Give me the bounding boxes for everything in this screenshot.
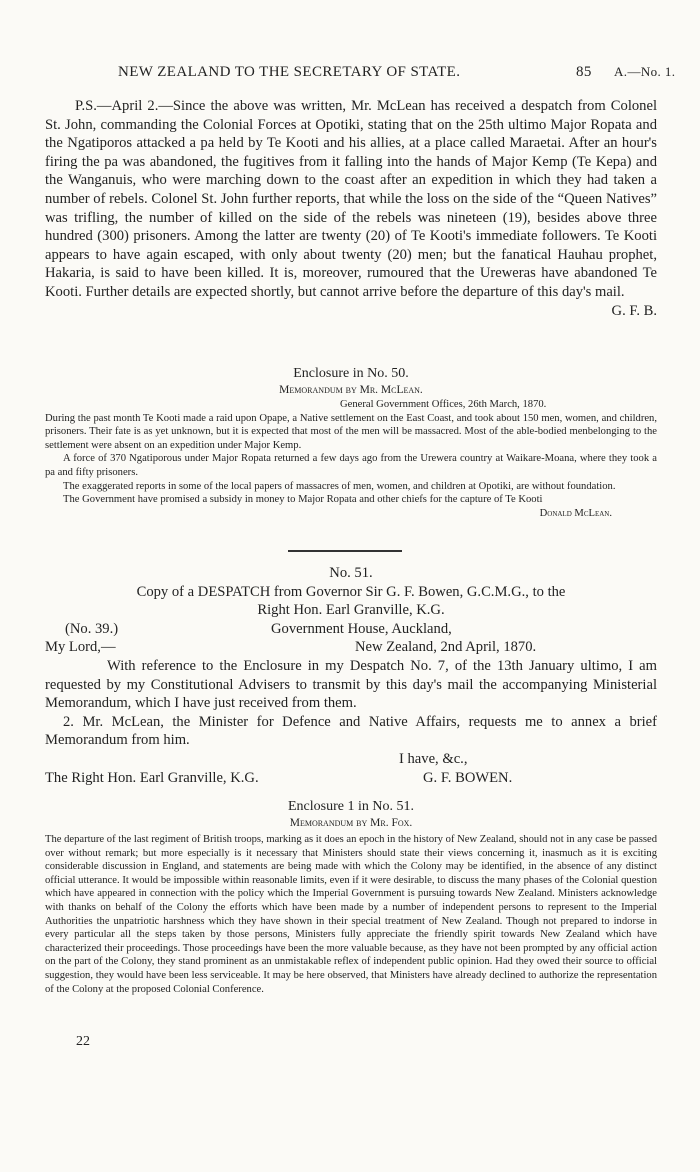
despatch-title-line2: Right Hon. Earl Granville, K.G. — [257, 602, 445, 619]
document-reference: A.—No. 1. — [614, 64, 676, 79]
enclosure-1-51 — [45, 797, 657, 996]
despatch-number: No. 51. — [329, 565, 373, 581]
enclosure-51-heading: Enclosure 1 in No. 51. — [288, 799, 414, 814]
enclosure-51-memo-title: Memorandum by Mr. Fox. — [289, 817, 413, 829]
despatch-address-row — [45, 620, 657, 639]
address-line1: Government House, Auckland, — [271, 620, 452, 637]
address-line2: New Zealand, 2nd April, 1870. — [355, 639, 537, 656]
enclosure-50-paragraph: During the past month Te Kooti made a raid upon Opape, a Native settlement on the East Coast, and took about 150 men, women, and children, prisoners. Their fate is as yet unknown, but it is expected that most of the men will be massacred. Most of the able-bodied menbelonging to the settlement were absent on an expedition under Major Kemp. — [45, 412, 657, 451]
despatch-salutation-row — [45, 638, 657, 657]
running-title: NEW ZEALAND TO THE SECRETARY OF STATE. — [118, 64, 461, 80]
signature-mark: 22 — [76, 1034, 90, 1049]
enclosure-50-paragraph: A force of 370 Ngatiporous under Major Ropata returned a few days ago from the Urewera country at Waikare-Moana, where they took a pa and fifty prisoners. — [45, 453, 657, 478]
despatch-signature: G. F. BOWEN. — [423, 769, 513, 786]
despatch-title-line1: Copy of a DESPATCH from Governor Sir G. F. Bowen, G.C.M.G., to the — [136, 583, 566, 600]
despatch-recipient: The Right Hon. Earl Granville, K.G. — [45, 769, 259, 786]
enclosure-51-paragraph: The departure of the last regiment of British troops, marking as it does an epoch in the history of New Zealand, should not in any case be passed over without remark; but more especially is it necessary that Ministers should state their views concerning it, inasmuch as it is exciting considerable discussion in England, and statements are being made with which the Colony may be identified, in the absence of any distinct official utterance. It would be impossible within reasonable limits, even if it were desirable, to discuss the many phases of the Colonial question which have appeared in connection with the policy which the Imperial Government is pursuing towards New Zealand. Ministers acknowledge with thanks on behalf of the Colony the efforts which have been made by a number of independent persons to represent to the Imperial Authorities the unpatriotic harshness which they have shown in their special treatment of New Zealand. Though not prepared to indorse in every particular all the steps taken by those persons, Ministers fully appreciate the friendly spirit towards New Zealand which have characterized their proceedings. Those proceedings have been the more valuable because, as they have not been prompted by any official action on the part of the Colony, they stand prominent as an unmistakable reflex of independent public opinion. Had they owed their source to official suggestion, they would have been less serviceable. It may be here observed, that Ministers have already declined to authorize the representation of the Colony at the proposed Colonial Conference. — [45, 834, 657, 995]
enclosure-50-signature: Donald McLean. — [539, 507, 612, 519]
despatch-serial: (No. 39.) — [65, 620, 119, 637]
postscript-signature: G. F. B. — [611, 302, 657, 319]
page-number: 85 — [576, 64, 592, 80]
section-divider — [288, 550, 402, 552]
enclosure-50-memo-title: Memorandum by Mr. McLean. — [279, 384, 423, 396]
enclosure-50-heading: Enclosure in No. 50. — [293, 366, 409, 381]
postscript-paragraph: P.S.—April 2.—Since the above was written, Mr. McLean has received a despatch from Colonel St. John, commanding the Colonial Forces at Opotiki, stating that on the 25th ultimo Major Ropata and the Ngatiporos attacked a pa held by Te Kooti and his allies, at a place called Maraetai. After an hour's firing the pa was abandoned, the fugitives from it falling into the hands of Major Kemp (Te Kepa) and the Wanganuis, who were marching down to the coast after an expedition in which they had taken a number of rebels. Colonel St. John further reports, that while the loss on the side of the “Queen Natives” was trifling, the number of killed on the side of the rebels was nineteen (19), besides above three hundred (300) prisoners. Among the latter are twenty (20) of Te Kooti's immediate followers. Te Kooti appears to have again escaped, with only about twenty (20) men; but the fanatical Hauhau prophet, Hakaria, is said to have been killed. It is, moreover, rumoured that the Ureweras have abandoned Te Kooti. Further details are expected shortly, but cannot arrive before the departure of this day's mail. — [45, 98, 657, 300]
running-header — [0, 64, 700, 86]
despatch-paragraph: With reference to the Enclosure in my Despatch No. 7, of the 13th January ultimo, I am requested by my Constitutional Advisers to transmit by this day's mail the accompanying Ministerial Memorandum, which I have just received from them. — [45, 657, 657, 712]
postscript-block — [45, 97, 657, 320]
enclosure-50 — [45, 364, 657, 520]
despatch-51 — [45, 564, 657, 787]
despatch-paragraph: 2. Mr. McLean, the Minister for Defence and Native Affairs, requests me to annex a brief Memorandum from him. — [45, 713, 657, 749]
salutation: My Lord,— — [45, 639, 116, 656]
enclosure-50-paragraph: The Government have promised a subsidy in money to Major Ropata and other chiefs for the capture of Te Kooti — [63, 494, 543, 506]
despatch-signature-row — [45, 769, 657, 788]
despatch-closing: I have, &c., — [399, 750, 468, 767]
enclosure-50-paragraph: The exaggerated reports in some of the local papers of massacres of men, women, and children at Opotiki, are without foundation. — [63, 480, 616, 492]
enclosure-50-dateline: General Government Offices, 26th March, 1870. — [340, 399, 547, 410]
